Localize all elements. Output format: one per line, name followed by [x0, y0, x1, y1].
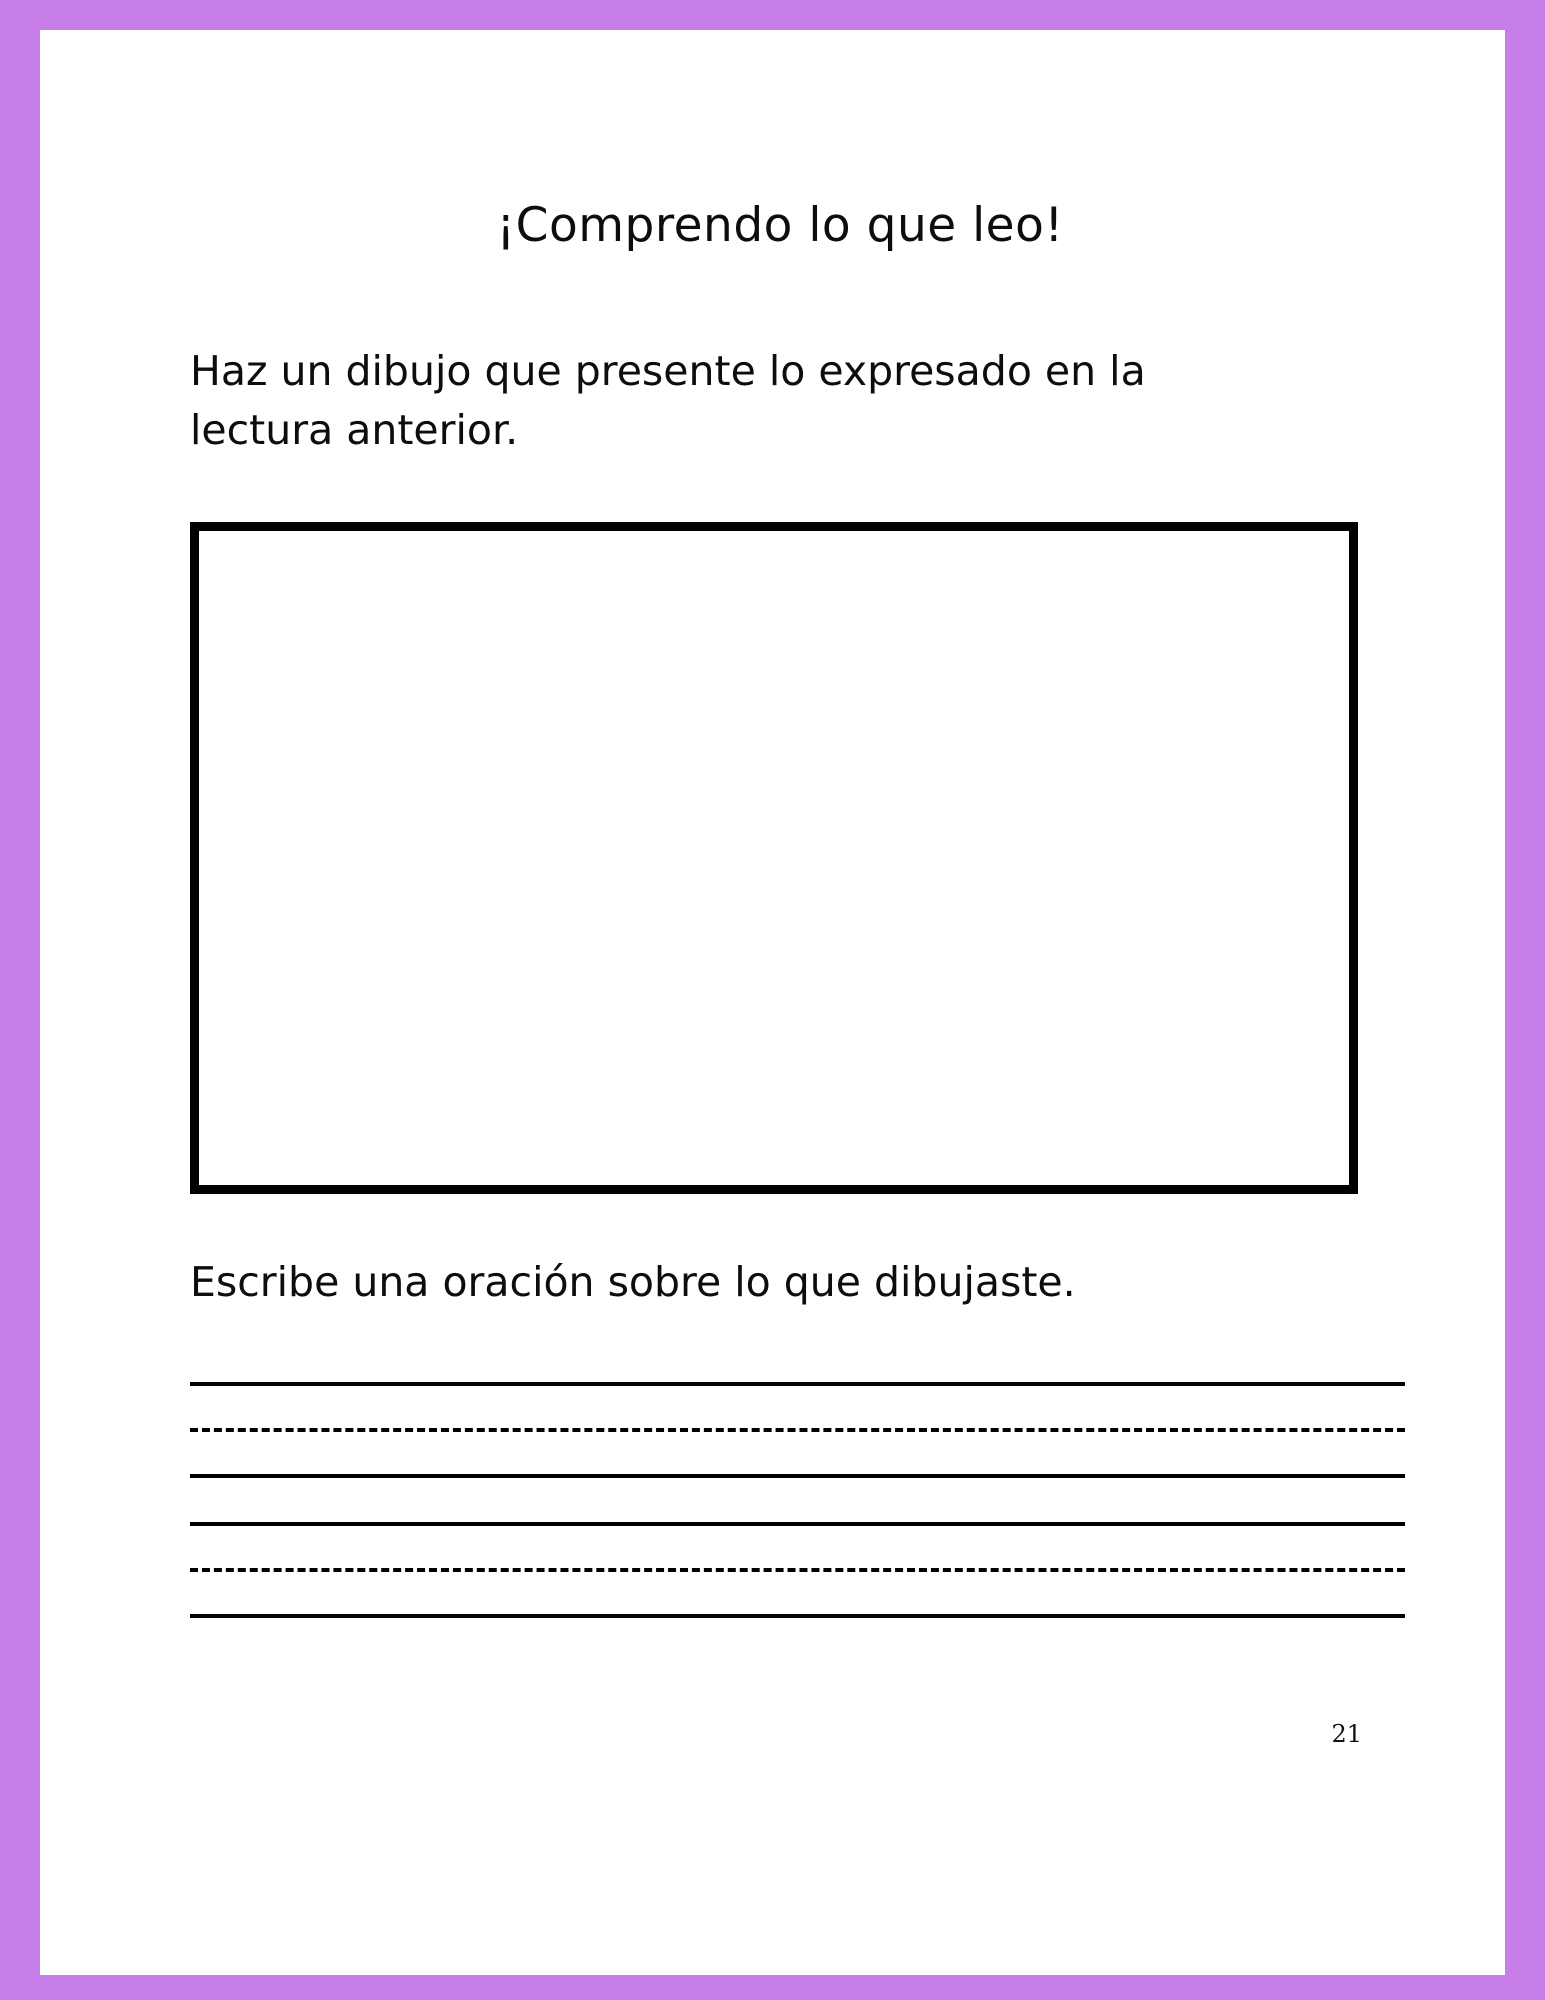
writing-line-top-1	[190, 1382, 1405, 1386]
writing-lines[interactable]	[190, 1382, 1405, 1472]
page-title: ¡Comprendo lo que leo!	[496, 198, 1064, 253]
writing-line-top-2	[190, 1522, 1405, 1526]
writing-line-base-2	[190, 1614, 1405, 1618]
writing-line-base-1	[190, 1474, 1405, 1478]
instruction-draw: Haz un dibujo que presente lo expresado en la lectura anterior.	[190, 347, 1146, 455]
worksheet-content	[190, 30, 1370, 1975]
drawing-area[interactable]	[190, 522, 1358, 1194]
instruction-write: Escribe una oración sobre lo que dibujaste.	[190, 1258, 1076, 1306]
writing-line-dashed-1	[190, 1428, 1405, 1432]
writing-line-group-1[interactable]	[190, 1382, 1405, 1472]
worksheet-sheet	[40, 30, 1505, 1975]
page-number: 21	[1331, 1720, 1362, 1748]
writing-line-dashed-2	[190, 1568, 1405, 1572]
